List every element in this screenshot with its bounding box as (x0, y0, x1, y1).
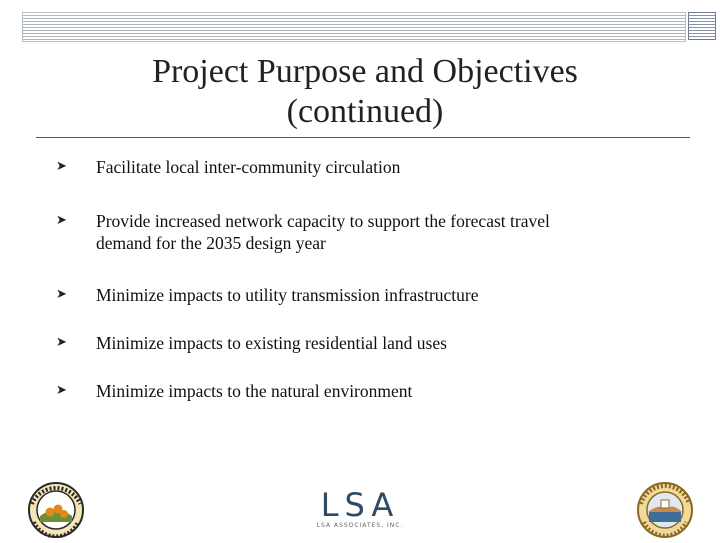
lsa-logo (312, 488, 408, 536)
arrowhead-bullet-icon: ➤ (56, 287, 67, 302)
list-item (56, 210, 550, 254)
city-of-orange-seal (26, 482, 86, 538)
lsa-logo-name: LSA (320, 486, 400, 524)
slide-title-line-1: Project Purpose and Objectives (152, 53, 578, 90)
list-item (56, 156, 400, 178)
list-item (56, 332, 447, 354)
lsa-logo-subtitle: LSA ASSOCIATES, INC. (316, 522, 404, 529)
list-item-text: Minimize impacts to existing residential land uses (96, 333, 447, 353)
city-of-san-clemente-seal (636, 482, 694, 538)
arrowhead-bullet-icon: ➤ (56, 213, 67, 228)
slide-title-line-2: (continued) (286, 93, 444, 130)
list-item-text: Provide increased network capacity to support the forecast travel (96, 211, 550, 231)
header-decorative-square (688, 12, 716, 40)
arrowhead-bullet-icon: ➤ (56, 335, 67, 350)
city-seal-icon (26, 482, 86, 538)
list-item-text: Minimize impacts to the natural environment (96, 381, 413, 401)
arrowhead-bullet-icon: ➤ (56, 383, 67, 398)
title-divider (36, 137, 690, 138)
list-item-text: Facilitate local inter-community circulation (96, 157, 401, 177)
city-seal-icon (636, 482, 694, 538)
slide-title (40, 52, 690, 132)
list-item (56, 284, 479, 306)
list-item-text-continued: demand for the 2035 design year (96, 233, 326, 253)
arrowhead-bullet-icon: ➤ (56, 159, 67, 174)
header-decorative-strip (22, 12, 686, 42)
list-item (56, 380, 412, 402)
list-item-text: Minimize impacts to utility transmission infrastructure (96, 285, 479, 305)
